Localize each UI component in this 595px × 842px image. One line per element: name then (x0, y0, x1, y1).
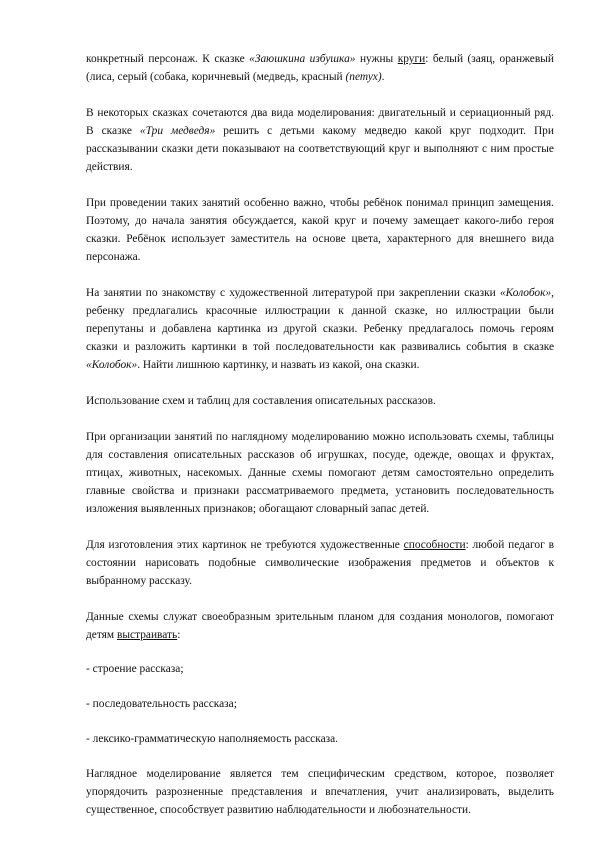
paragraph-visual-plan (86, 608, 554, 644)
paragraph-visual-modeling-conclusion: Наглядное моделирование является тем специфическим средством, которое, позволяет упорядочить разрозненные представления и впечатления, учит анализировать, выделить существенное, способствует развитию наблюдательности и любознательности. (86, 768, 554, 816)
list-item: - строение рассказа; (86, 663, 184, 675)
paragraph-kolobok-circles (86, 50, 554, 86)
text-run: нужны (355, 53, 398, 65)
text-run: . (381, 71, 385, 83)
list-item: - последовательность рассказа; (86, 698, 237, 710)
paragraph-substitution-principle: При проведении таких занятий особенно важно, чтобы ребёнок понимал принцип замещения. Поэтому, до начала занятия обсуждается, какой круг и почему замещает какого-либо героя сказки. Ребёнок использует заместитель на основе цвета, характерного для внешнего вида персонажа. (86, 197, 554, 263)
text-run: , ребенку предлагались красочные иллюстрации к данной сказке, но иллюстрации были перепутаны и добавлена картинка из другой сказки. Ребенку предлагалось помочь героям сказки и разложить картинки в той последовательности как развивались события в сказке (86, 287, 554, 353)
text-run: Данные схемы служат своеобразным зрительным планом для создания монологов, помогают детям (86, 611, 554, 641)
italic-word-petukh: (петух) (345, 71, 382, 83)
text-run: : любой педагог в состоянии нарисовать подобные символические изображения предметов и объектов к выбранному рассказу. (86, 539, 554, 587)
text-run: : белый (заяц, оранжевый (лиса, серый (собака, коричневый (медведь, красный (86, 53, 554, 83)
text-run: : (177, 629, 181, 641)
paragraph-kolobok-illustrations (86, 284, 554, 374)
paragraph-schemes-tables: При организации занятий по наглядному моделированию можно использовать схемы, таблицы для составления описательных рассказов об игрушках, посуде, одежде, овощах и фруктах, птицах, животных, насекомых. Данные схемы помогают детям самостоятельно определить главные свойства и признаки рассматриваемого предмета, установить последовательность изложения выявленных признаков; обогащают словарный запас детей. (86, 431, 554, 515)
italic-title-kolobok: «Колобок» (86, 359, 138, 371)
text-run: решить с детьми какому медведю какой круг подходит. При рассказывании сказки дети показывают на соответствующий круг и выполняют с ним простые действия. (86, 125, 554, 173)
text-run: Для изготовления этих картинок не требуются художественные (86, 539, 404, 551)
document-body (86, 50, 554, 819)
list-item: - лексико-грамматическую наполняемость рассказа. (86, 733, 339, 745)
paragraph-no-artistic-skills (86, 536, 554, 590)
text-run: В некоторых сказках сочетаются два вида моделирования: двигательный и сериационный ряд. В сказке (86, 107, 554, 137)
underlined-word-sposobnosti: способности (403, 539, 466, 551)
italic-title-tri-medvedya: «Три медведя» (139, 125, 216, 137)
italic-title-kolobok: «Колобок» (499, 287, 552, 299)
text-run: конкретный персонаж. К сказке (86, 53, 250, 65)
underlined-word-vystraivat: выстраивать (116, 629, 178, 641)
text-run: . Найти лишнюю картинку, и назвать из какой, она сказки. (137, 359, 420, 371)
underlined-word-krugi: круги (397, 53, 426, 65)
italic-title-zayushkina: «Заюшкина избушка» (249, 53, 356, 65)
text-run: На занятии по знакомству с художественной литературой при закреплении сказки (86, 287, 500, 299)
paragraph-two-types-modeling (86, 104, 554, 176)
paragraph-schemes-heading: Использование схем и таблиц для составления описательных рассказов. (86, 395, 436, 407)
